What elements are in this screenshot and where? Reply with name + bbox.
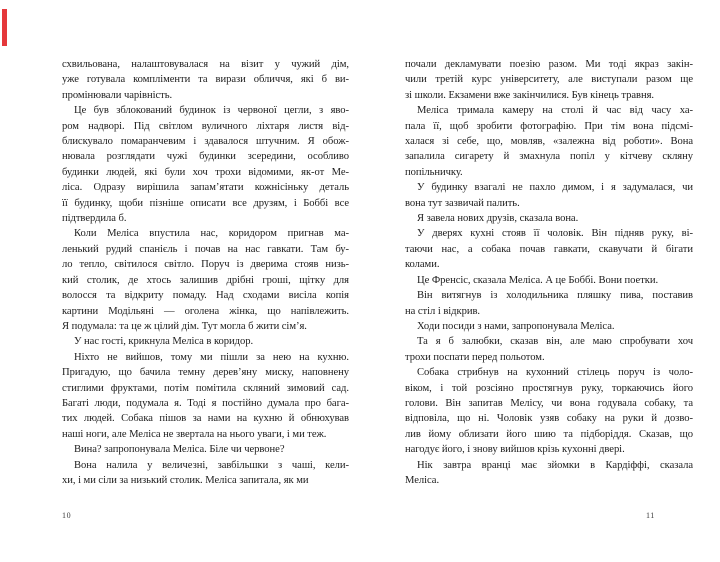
text-line: блискувало помаранчевим і здавалося штучним. Я обож- [62,136,349,148]
page-left-text [62,57,349,488]
text-line: хи, і ми сіли за низький столик. Меліса запитала, як ми [62,474,309,486]
text-line: ліса. Одразу вирішила запам’ятати кожнісіньку деталь [62,182,349,194]
text-line: уже готувала компліменти та вирази обличчя, які б ви- [62,74,349,86]
text-line: трохи поспати перед польотом. [405,351,545,363]
text-line: ром надворі. Під світлом вуличного ліхтаря листя від- [62,120,349,132]
page-right-text [405,57,693,488]
text-line: Він витягнув із холодильника пляшку пива, поставив [417,290,693,302]
text-line: Це був зблокований будинок із червоної цегли, з яво- [74,105,349,117]
text-line: Та я б залюбки, сказав він, але маю спробувати хоч [417,336,693,348]
page-number-right: 11 [646,511,655,520]
text-line: Нік завтра вранці має зйомки в Кардіффі, сказала [417,459,693,471]
text-line: ло тепло, світилося світло. Поруч із дверима стояв низь- [62,259,349,271]
text-line: на стіл і відкрив. [405,305,481,317]
text-line: зі школи. Екзамени вже закінчилися. Був кінець травня. [405,89,655,101]
text-line: відповіла, що ні. Чоловік узяв собаку на руки й дозво- [405,413,693,425]
text-line: Вона налила у величезні, завбільшки з чаші, кели- [74,459,349,471]
text-line: голови. Він запитав Мелісу, чи вона годувала собаку, та [405,397,693,409]
text-line: вона тут зазвичай палить. [405,197,520,209]
text-line: Це Френсіс, сказала Меліса. А це Боббі. Вони поетки. [417,274,659,286]
text-line: картини Модільяні — оголена жінка, що напівлежить. [62,305,349,317]
text-line: Ходи посиди з нами, запропонувала Меліса. [417,320,615,332]
text-line: Я завела нових друзів, сказала вона. [417,213,579,225]
text-line: Меліса тримала камеру на столі й час від часу ха- [417,105,693,117]
text-line: Меліса. [405,474,440,486]
text-line: ленький рудий спанієль і почав на нас гавкати. Там бу- [62,243,349,255]
text-line: У нас гості, крикнула Меліса в коридор. [74,336,254,348]
text-line: Багаті люди, подумала я. Тоді я постійно думала про бага- [62,397,349,409]
text-line: нагодує його, і знову вийшов крізь кухонні двері. [405,444,625,456]
text-line: Коли Меліса впустила нас, коридором пригнав ма- [74,228,349,240]
text-line: лив йому облизати його шию та підборіддя. Сказав, що [405,428,693,440]
text-line: запалила сигарету й змахнула попіл у кітчеву скляну [405,151,693,163]
text-line: тих людей. Собака пішов за нами на кухню й обнюхував [62,413,349,425]
text-line: будинки людей, які були хоч трохи відомими, як-от Ме- [62,166,349,178]
text-line: її будинку, щоби пізніше описати все друзям, і Боббі все [62,197,349,209]
text-line: Я подумала: та це ж цілий дім. Тут могла б жити сім’я. [62,320,307,332]
text-line: кий столик, де хтось залишив дрібні гроші, щітку для [62,274,349,286]
red-bookmark-marker [2,9,7,46]
text-line: волосся та відкриту помаду. Над сходами висіла копія [62,290,349,302]
page-number-left: 10 [62,511,72,520]
text-line: підтвердила б. [62,213,127,225]
text-line: промінювали чарівність. [62,89,173,101]
text-line: пала її, щоб зробити фотографію. При тім вона підсмі- [405,120,693,132]
text-line: схвильована, налаштовувалася на візит у чужий дім, [62,59,349,70]
text-line: попільничку. [405,166,463,178]
text-line: У дверях кухні стояв її чоловік. Він підняв руку, ві- [417,228,693,240]
text-line: Пригадую, що бачила темну дерев’яну миску, наповнену [62,367,349,379]
text-line: віком, і той розсіяно простягнув руку, торкаючись його [405,382,693,394]
text-line: нювала розглядати чужі будинки зсередини, особливо [62,151,349,163]
text-line: таючи нас, а собака почав гавкати, скавучати й бігати [405,243,693,255]
text-line: Собака стрибнув на кухонний стілець поруч із чоло- [417,367,693,379]
text-line: наші ноги, але Меліса не звертала на нього уваги, і ми теж. [62,428,327,440]
text-line: чили третій курс університету, але виступали разом ще [405,74,693,86]
text-line: Ніхто не вийшов, тому ми пішли за нею на кухню. [74,351,349,363]
text-line: почали декламувати поезію разом. Ми тоді якраз закін- [405,59,693,70]
text-line: халася зі себе, що, мовляв, «залежна від роботи». Вона [405,136,693,148]
text-line: Вина? запропонувала Меліса. Біле чи червоне? [74,444,285,456]
text-line: стиглими фруктами, потім помітила скляний зимовий сад. [62,382,349,394]
text-line: У будинку взагалі не пахло димом, і я задумалася, чи [417,182,693,194]
text-line: колами. [405,259,440,271]
